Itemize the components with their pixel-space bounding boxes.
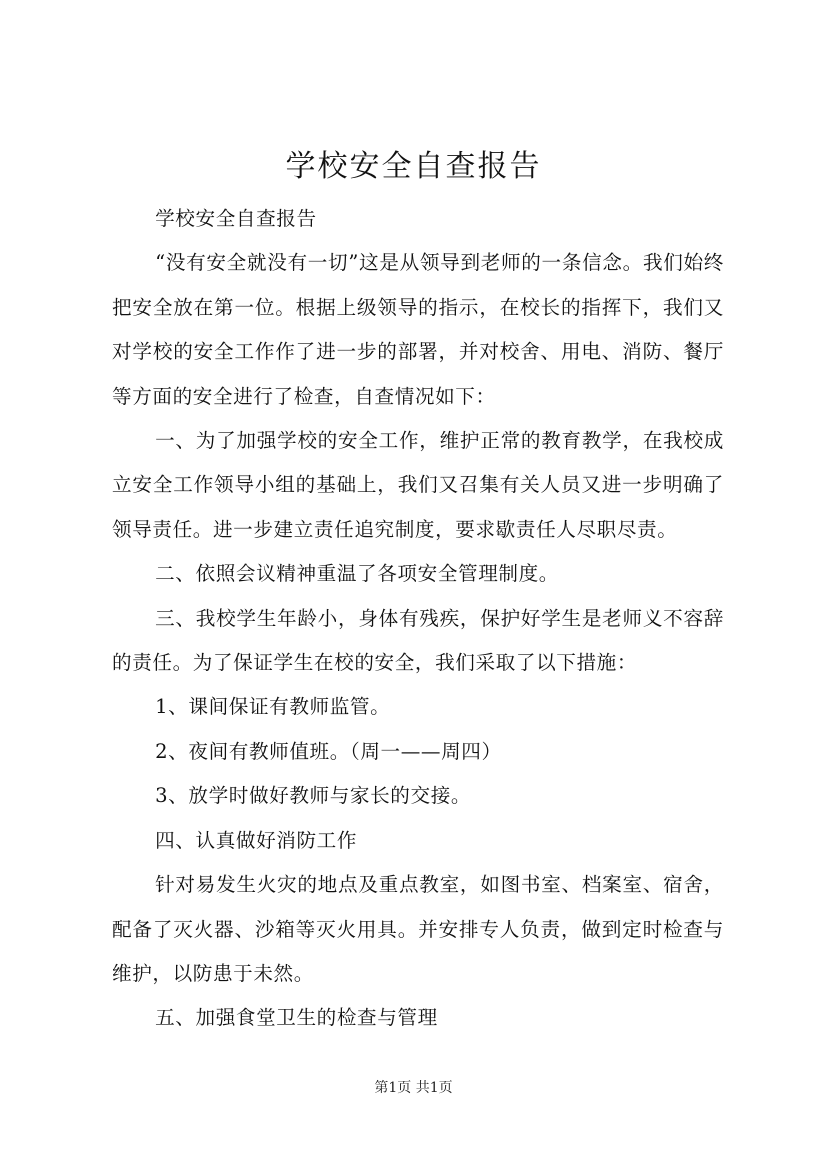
document-title: 学校安全自查报告 bbox=[285, 149, 542, 184]
paragraph-item-5: 五、加强食堂卫生的检查与管理 bbox=[155, 1006, 438, 1030]
page-footer: 第1页 共1页 bbox=[374, 1080, 453, 1096]
document-body bbox=[112, 197, 724, 1041]
paragraph-item-3: 三、我校学生年龄小，身体有残疾，保护好学生是老师义不容辞的责任。为了保证学生在校的安全，我们采取了以下措施： bbox=[112, 606, 724, 675]
paragraph-fire-safety: 针对易发生火灾的地点及重点教室，如图书室、档案室、宿舍，配备了灭火器、沙箱等灭火用具。并安排专人负责，做到定时检查与维护，以防患于未然。 bbox=[112, 873, 724, 985]
paragraph-item-4: 四、认真做好消防工作 bbox=[155, 828, 358, 852]
paragraph-subtitle: 学校安全自查报告 bbox=[155, 207, 317, 230]
paragraph-item-1: 一、为了加强学校的安全工作，维护正常的教育教学，在我校成立安全工作领导小组的基础上，我们又召集有关人员又进一步明确了领导责任。进一步建立责任追究制度，要求歇责任人尽职尽责。 bbox=[112, 429, 724, 541]
paragraph-measure-2: 2、夜间有教师值班。（周一——周四） bbox=[155, 739, 502, 763]
paragraph-intro: “没有安全就没有一切”这是从领导到老师的一条信念。我们始终把安全放在第一位。根据上级领导的指示，在校长的指挥下，我们又对学校的安全工作作了进一步的部署，并对校舍、用电、消防、餐厅等方面的安全进行了检查，自查情况如下： bbox=[112, 251, 724, 408]
paragraph-item-2: 二、依照会议精神重温了各项安全管理制度。 bbox=[155, 562, 559, 586]
paragraph-measure-1: 1、课间保证有教师监管。 bbox=[155, 695, 391, 719]
paragraph-measure-3: 3、放学时做好教师与家长的交接。 bbox=[155, 784, 472, 808]
